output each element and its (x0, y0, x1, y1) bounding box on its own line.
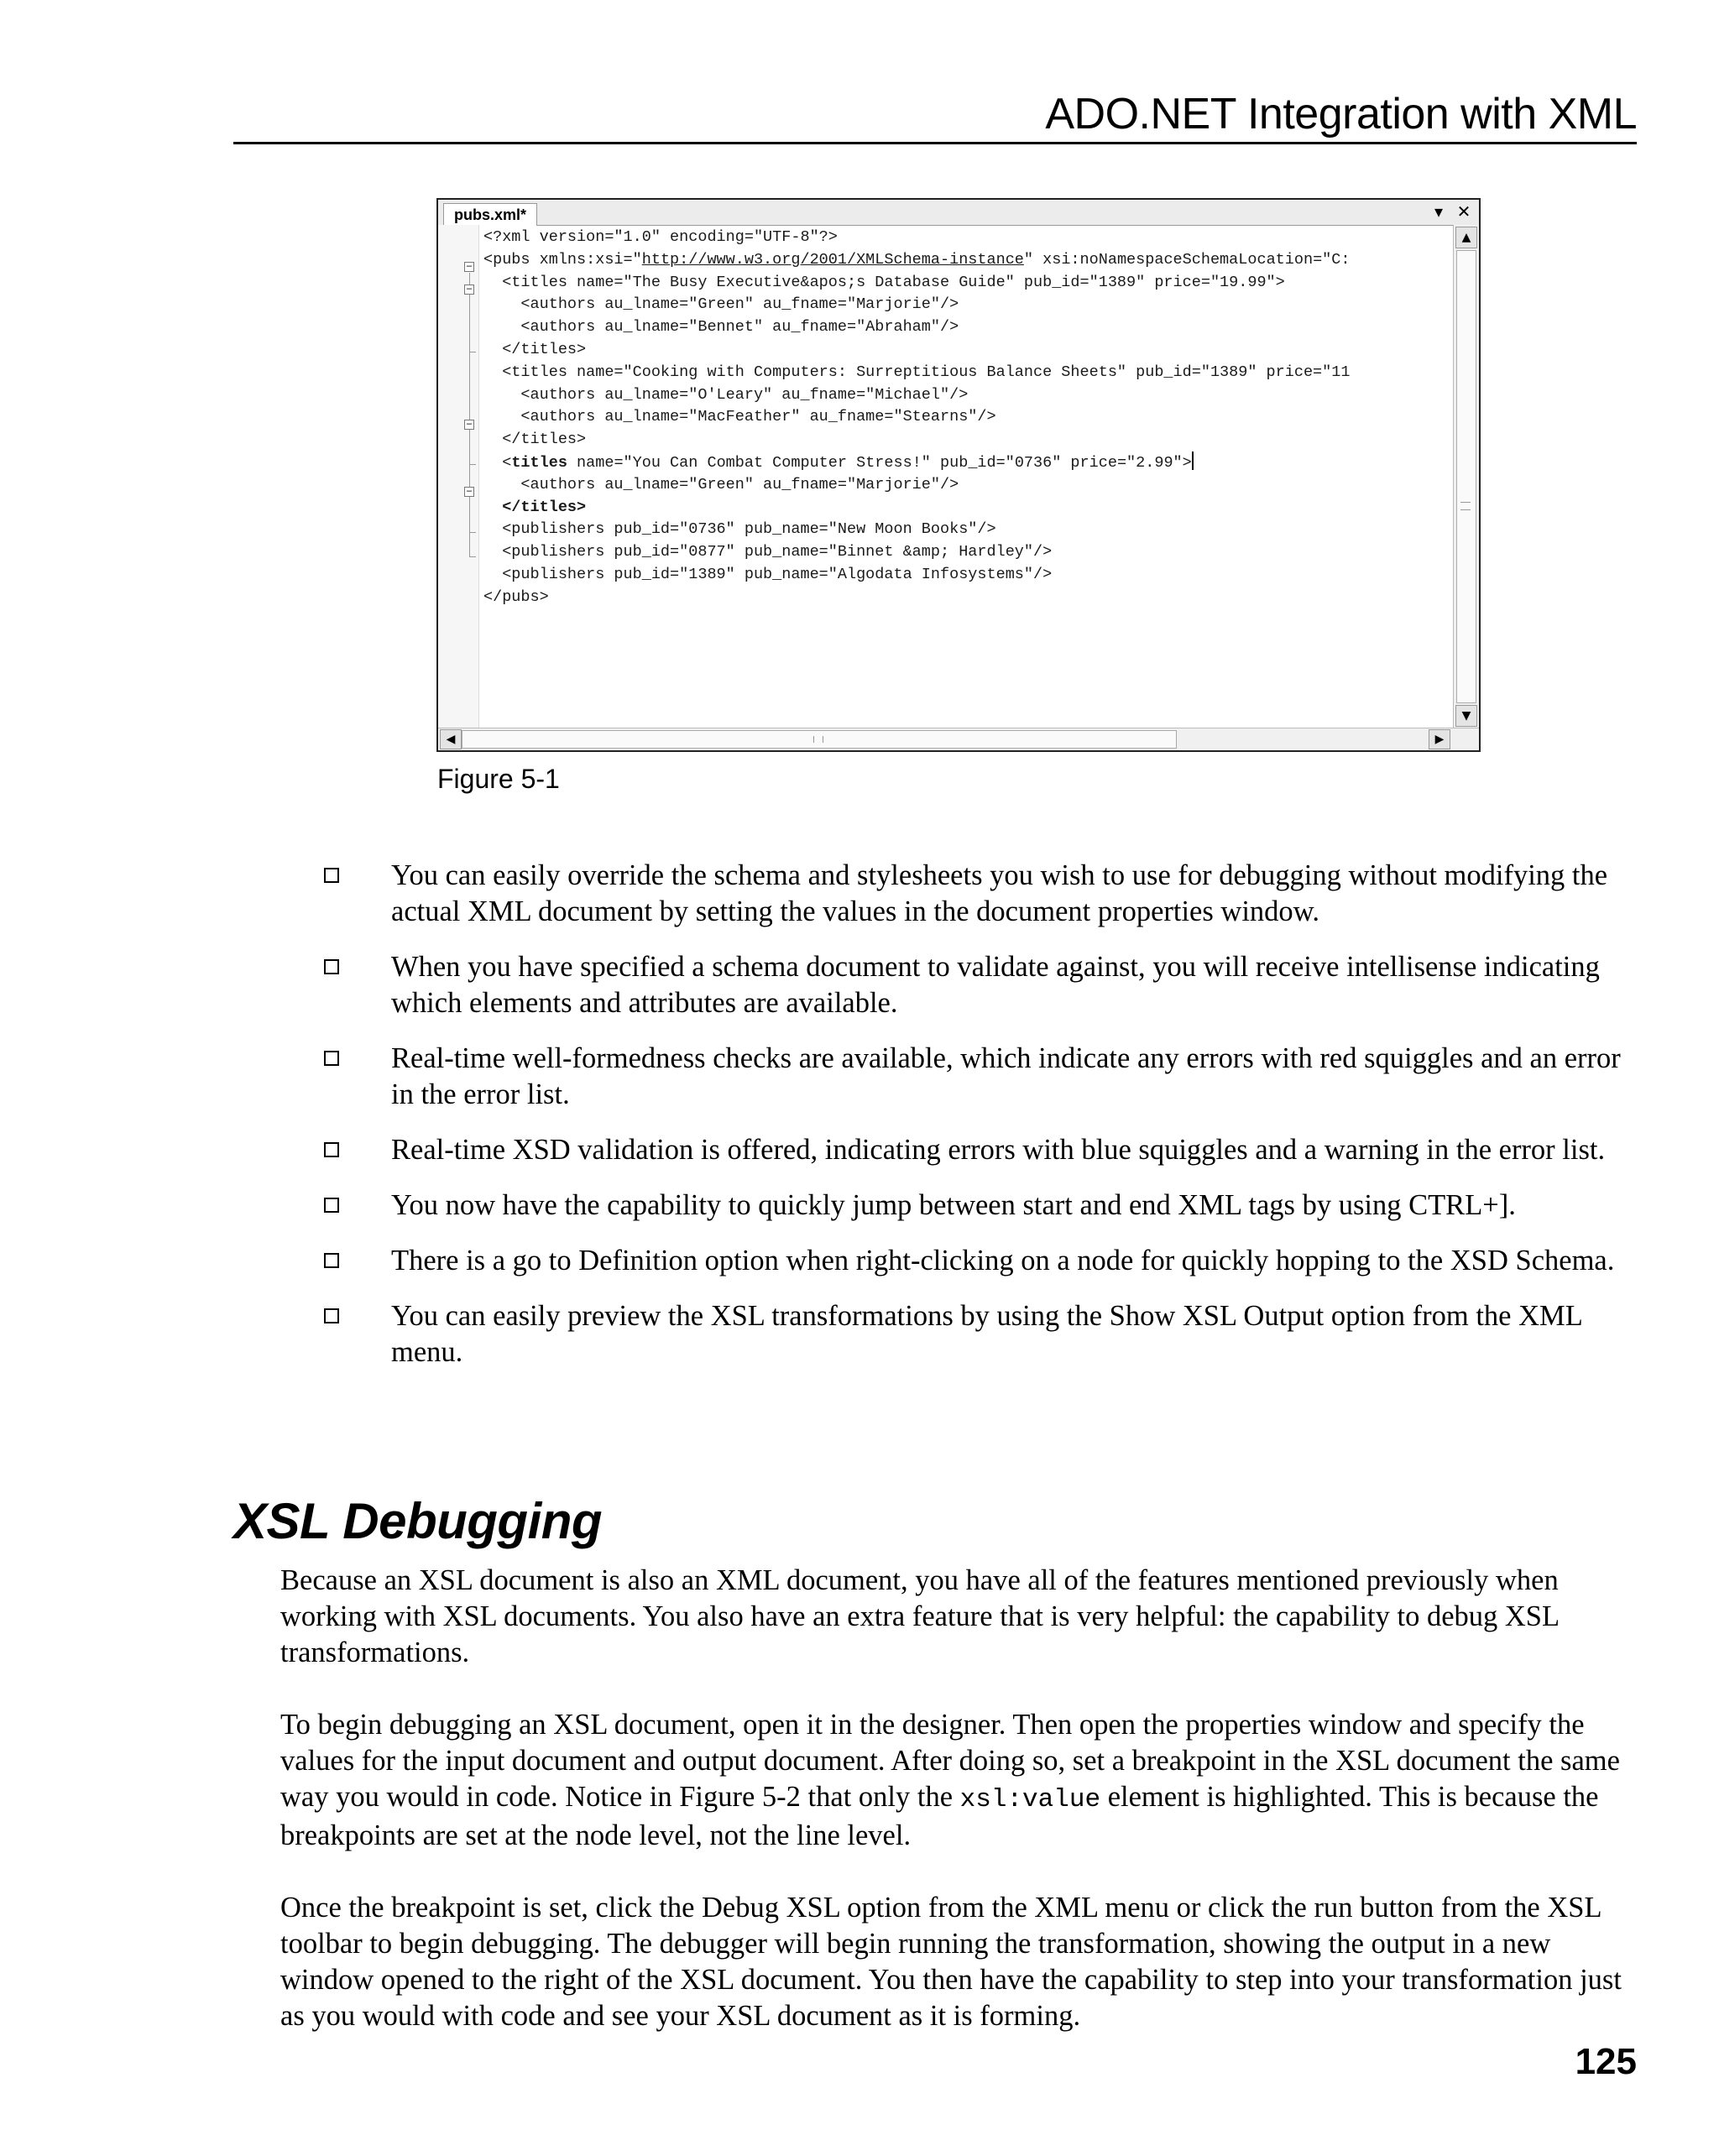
list-item (319, 1243, 1645, 1279)
checkbox-bullet-icon (324, 1051, 339, 1066)
list-item (319, 1132, 1645, 1168)
header-title: ADO.NET Integration with XML (1045, 90, 1637, 138)
bullet-text: Real-time XSD validation is offered, indicating errors with blue squiggles and a warning in the error list. (391, 1134, 1606, 1166)
collapse-titles-icon[interactable]: − (464, 420, 474, 430)
list-item (319, 949, 1645, 1021)
code-line[interactable]: <authors au_lname="MacFeather" au_fname="Stearns"/> (483, 408, 996, 426)
code-line[interactable]: <titles name="Cooking with Computers: Surreptitious Balance Sheets" pub_id="1389" price="11 (483, 363, 1351, 381)
code-line[interactable]: <?xml version="1.0" encoding="UTF-8"?> (483, 228, 838, 246)
code-line[interactable]: </titles> (483, 431, 587, 449)
paragraph-text: To begin debugging an XSL document, open it in the designer. Then open the properties window and specify the values for the input document and output document. After doing so, set a breakpoint in the XSL document the same way you would in code. Notice in Figure 5-2 that only the (280, 1709, 1620, 1813)
code-line[interactable]: </pubs> (483, 587, 549, 606)
list-item (319, 858, 1645, 930)
collapse-titles-icon[interactable]: − (464, 285, 474, 295)
section-body (280, 1563, 1640, 2070)
paragraph: Because an XSL document is also an XML document, you have all of the features mentioned previously when working with XSL documents. You also have an extra feature that is very helpful: the capability to debug XSL transformations. (280, 1564, 1559, 1668)
window-position-icon[interactable]: ▾ (1434, 201, 1444, 222)
collapse-titles-icon[interactable]: − (464, 487, 474, 497)
bullet-text: Real-time well-formedness checks are available, which indicate any errors with red squiggles and an error in the error list. (391, 1042, 1621, 1110)
bullet-text: You can easily override the schema and stylesheets you wish to use for debugging without modifying the actual XML document by setting the values in the document properties window. (391, 859, 1608, 927)
scroll-right-icon[interactable]: ▶ (1429, 729, 1450, 749)
close-icon[interactable]: ✕ (1456, 201, 1471, 222)
feature-bullet-list (319, 858, 1645, 1390)
code-line[interactable]: <authors au_lname="Bennet" au_fname="Abraham"/> (483, 318, 959, 337)
code-line[interactable]: <titles name="The Busy Executive&apos;s Database Guide" pub_id="1389" price="19.99"> (483, 273, 1285, 291)
running-header (233, 84, 1637, 144)
paragraph-text: element is highlighted. This is because the breakpoints are set at the node level, not the line level. (280, 1781, 1599, 1851)
horizontal-scrollbar[interactable] (438, 728, 1479, 750)
editor-tab-bar (438, 200, 1479, 226)
code-line[interactable]: <pubs xmlns:xsi="http://www.w3.org/2001/XMLSchema-instance" xsi:noNamespaceSchemaLocation="C: (483, 250, 1351, 269)
code-line[interactable]: <publishers pub_id="1389" pub_name="Algodata Infosystems"/> (483, 565, 1053, 583)
page-number: 125 (1575, 2041, 1637, 2082)
checkbox-bullet-icon (324, 1198, 339, 1213)
tab-pubs-xml[interactable]: pubs.xml* (443, 203, 537, 226)
paragraph (280, 1707, 1640, 1854)
bullet-text: You can easily preview the XSL transformations by using the Show XSL Output option from the XML menu. (391, 1300, 1582, 1368)
figure-caption: Figure 5-1 (437, 764, 560, 794)
code-line[interactable]: <authors au_lname="Green" au_fname="Marjorie"/> (483, 475, 959, 493)
checkbox-bullet-icon (324, 1253, 339, 1268)
checkbox-bullet-icon (324, 1308, 339, 1323)
code-line[interactable]: <publishers pub_id="0877" pub_name="Binnet &amp; Hardley"/> (483, 543, 1053, 561)
code-line[interactable]: </titles> (483, 498, 587, 516)
inline-code: xsl:value (959, 1785, 1101, 1814)
code-line[interactable]: <titles name="You Can Combat Computer Stress!" pub_id="0736" price="2.99"> (483, 452, 1450, 474)
bullet-text: You now have the capability to quickly jump between start and end XML tags by using CTRL+]. (391, 1189, 1516, 1221)
bullet-text: When you have specified a schema document to validate against, you will receive intellisense indicating which elements and attributes are available. (391, 951, 1600, 1019)
code-line[interactable]: </titles> (483, 340, 587, 358)
scroll-down-icon[interactable]: ▼ (1455, 705, 1477, 727)
xml-code-area[interactable] (483, 227, 1450, 609)
list-item (319, 1041, 1645, 1113)
checkbox-bullet-icon (324, 959, 339, 974)
checkbox-bullet-icon (324, 1142, 339, 1157)
text-caret (1192, 452, 1194, 470)
xml-editor-screenshot (436, 198, 1481, 752)
scroll-left-icon[interactable]: ◀ (440, 729, 462, 749)
bullet-text: There is a go to Definition option when right-clicking on a node for quickly hopping to the XSD Schema. (391, 1245, 1615, 1276)
checkbox-bullet-icon (324, 868, 339, 883)
code-line[interactable]: <publishers pub_id="0736" pub_name="New Moon Books"/> (483, 520, 996, 539)
collapse-pubs-icon[interactable]: − (464, 262, 474, 272)
horizontal-scroll-thumb[interactable] (462, 730, 1177, 749)
code-line[interactable]: <authors au_lname="O'Leary" au_fname="Michael"/> (483, 385, 969, 404)
outline-gutter (438, 225, 479, 728)
vertical-scrollbar[interactable] (1453, 225, 1479, 728)
vertical-scroll-thumb[interactable] (1456, 250, 1476, 703)
scroll-up-icon[interactable]: ▲ (1455, 227, 1477, 248)
list-item (319, 1298, 1645, 1370)
section-heading: XSL Debugging (233, 1493, 603, 1549)
list-item (319, 1188, 1645, 1224)
paragraph: Once the breakpoint is set, click the Debug XSL option from the XML menu or click the run button from the XSL toolbar to begin debugging. The debugger will begin running the transformation, showing the output in a new window opened to the right of the XSL document. You then have the capability to step into your transformation just as you would with code and see your XSL document as it is forming. (280, 1892, 1622, 2032)
code-line[interactable]: <authors au_lname="Green" au_fname="Marjorie"/> (483, 295, 959, 314)
